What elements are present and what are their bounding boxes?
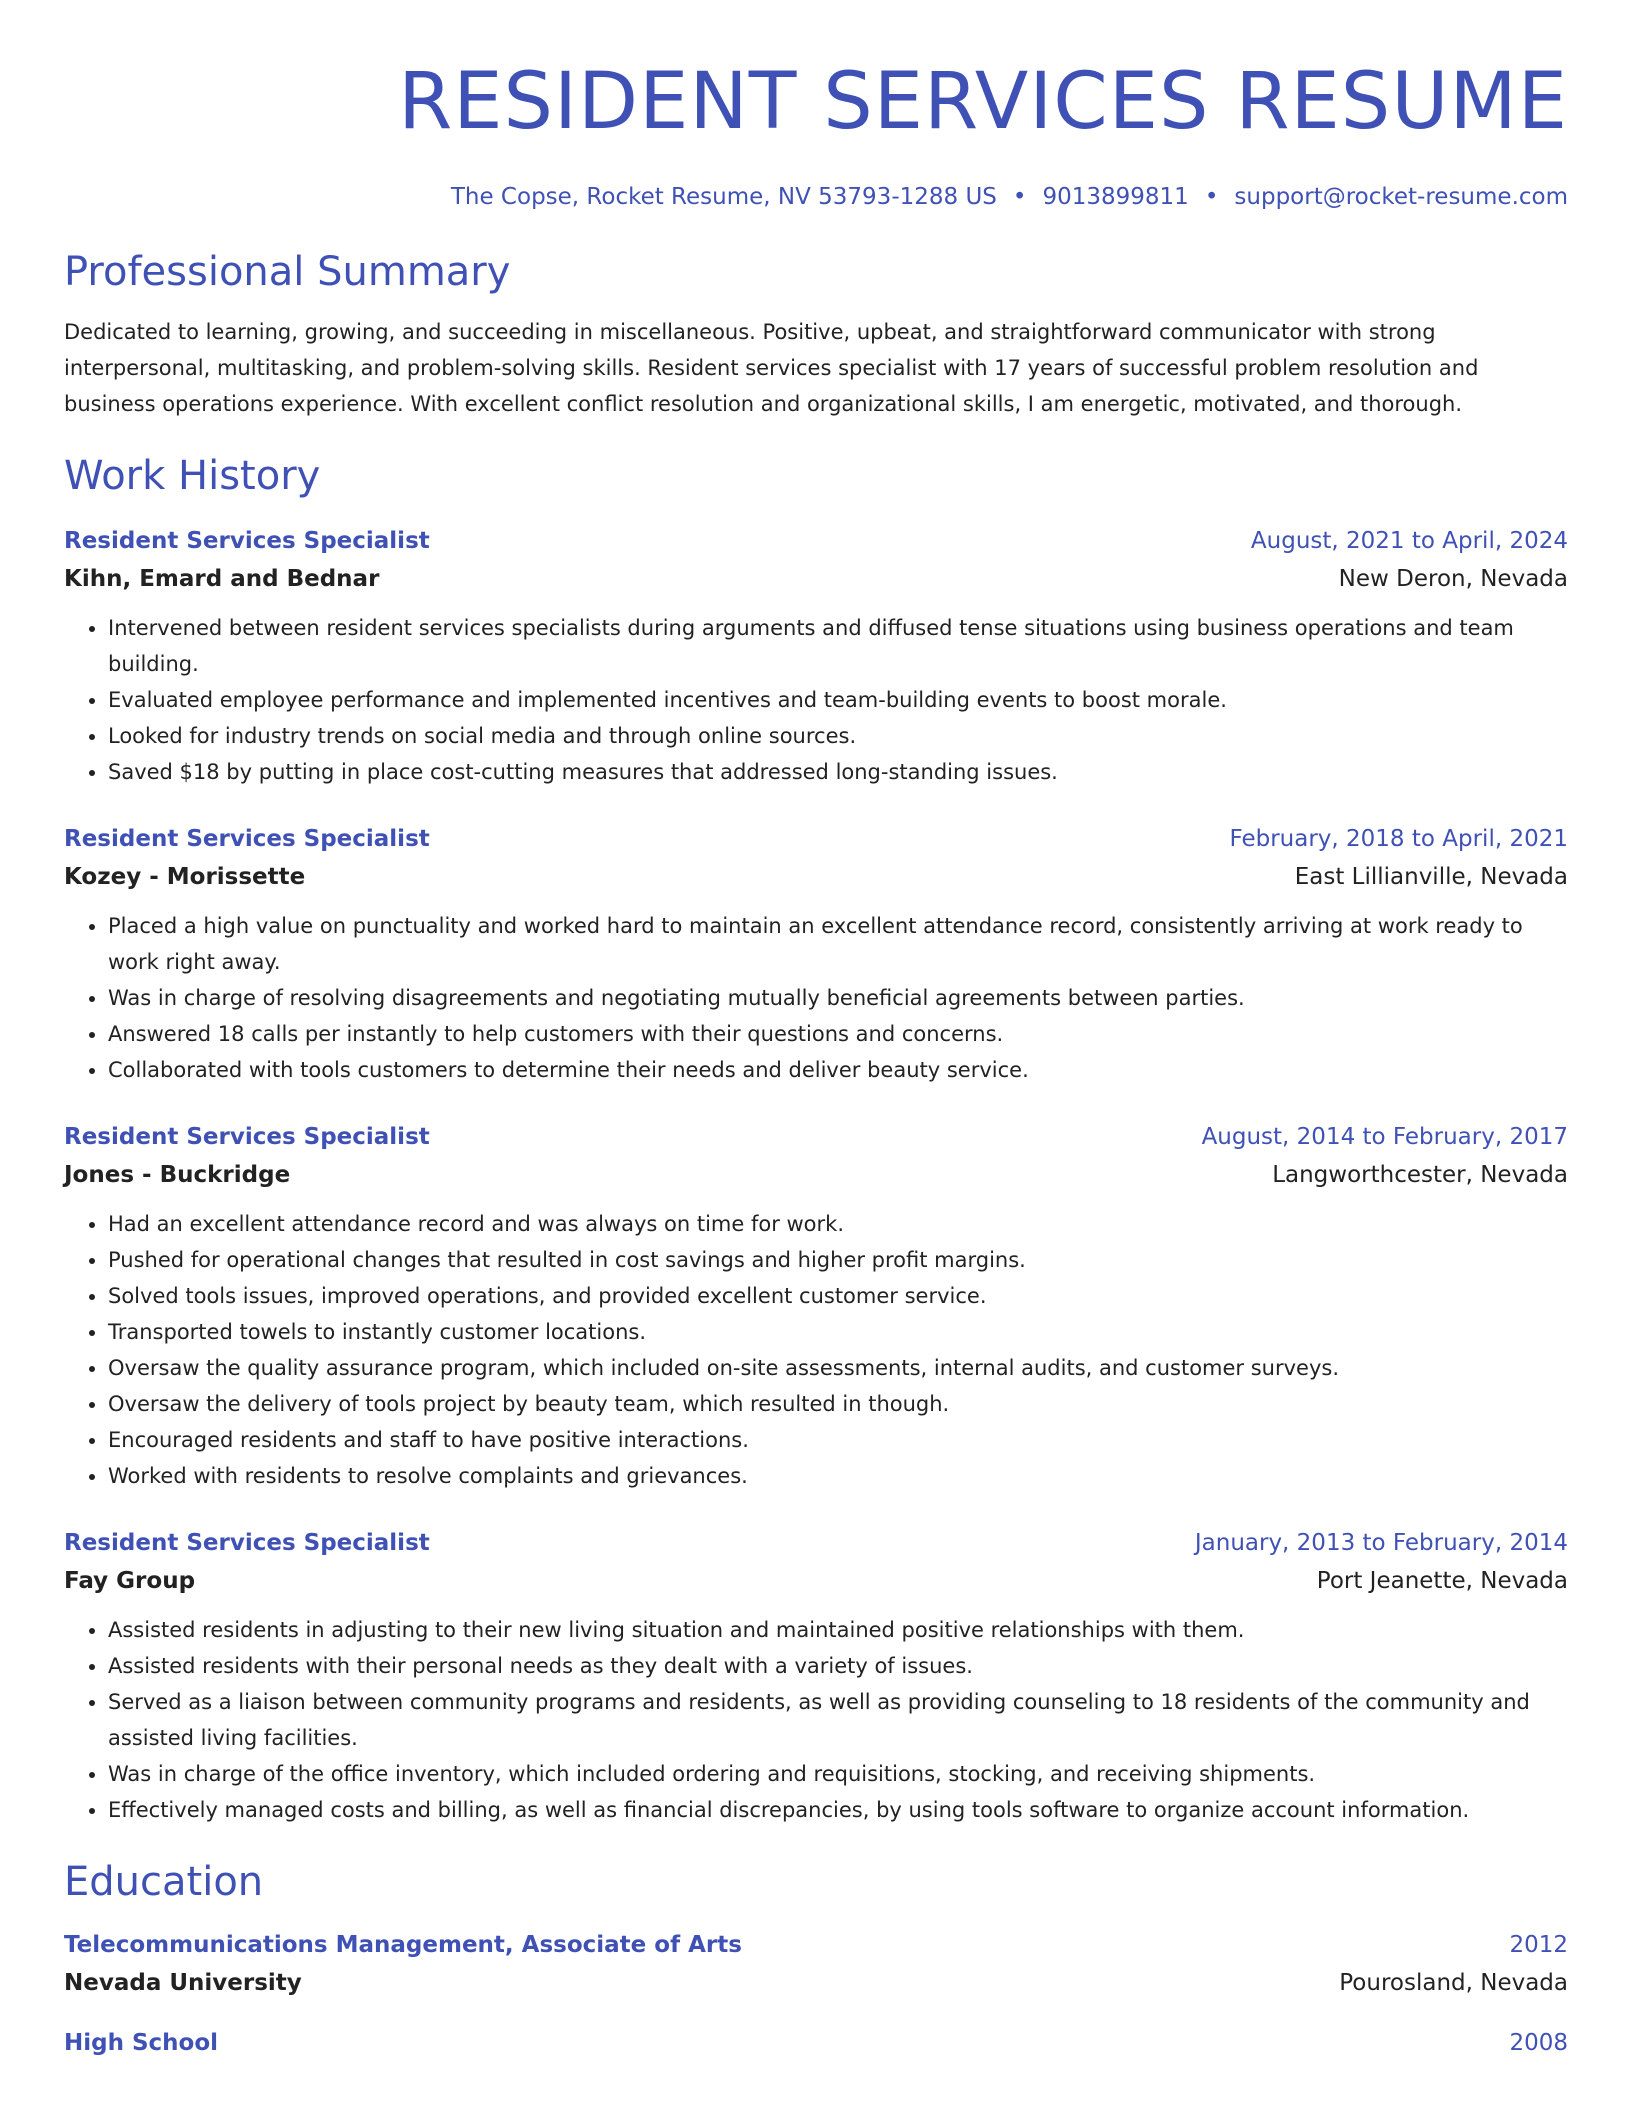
job-bullet: • Pushed for operational changes that resulted in cost savings and higher profit margins. [108,1242,1568,1278]
job-title-row [64,820,1568,858]
job-company-row [64,560,1568,598]
job-bullets [64,1612,1568,1828]
education-heading: Education [64,1859,264,1905]
job-bullet: • Worked with residents to resolve complaints and grievances. [108,1458,1568,1494]
job-bullet: • Saved $18 by putting in place cost-cutting measures that addressed long-standing issues. [108,754,1568,790]
job-bullet: • Assisted residents in adjusting to their new living situation and maintained positive relationships with them. [108,1612,1568,1648]
education-degree-row [64,2024,1568,2062]
resume-name: RESIDENT SERVICES RESUME [398,57,1568,147]
job-bullet: • Intervened between resident services specialists during arguments and diffused tense situations using business operations and team building. [108,610,1568,682]
job-dates: January, 2013 to February, 2014 [1194,1530,1568,1556]
job-title: Resident Services Specialist [64,1124,430,1150]
job-dates: February, 2018 to April, 2021 [1229,826,1568,852]
summary-heading: Professional Summary [64,249,511,295]
education-school: Nevada University [64,1970,302,1996]
job-entry [64,522,1568,790]
job-bullet: • Looked for industry trends on social media and through online sources. [108,718,1568,754]
summary-text: Dedicated to learning, growing, and succeeding in miscellaneous. Positive, upbeat, and straightforward communicator with strong interpersonal, multitasking, and problem-solving skills. Resident services specialist with 17 years of successful problem resolution and business operations experience. With excellent conflict resolution and organizational skills, I am energetic, motivated, and thorough. [64,320,1479,416]
job-company: Kihn, Emard and Bednar [64,566,380,592]
job-entry [64,820,1568,1088]
job-dates: August, 2014 to February, 2017 [1201,1124,1568,1150]
job-company: Jones - Buckridge [64,1162,291,1188]
job-bullet: • Evaluated employee performance and implemented incentives and team-building events to boost morale. [108,682,1568,718]
contact-email: support@rocket-resume.com [1234,184,1568,210]
job-bullets [64,1206,1568,1494]
job-bullet: • Answered 18 calls per instantly to help customers with their questions and concerns. [108,1016,1568,1052]
education-entry [64,2024,1568,2062]
job-entry [64,1524,1568,1828]
job-title-row [64,522,1568,560]
job-title-row [64,1118,1568,1156]
job-bullet: • Effectively managed costs and billing, as well as financial discrepancies, by using tools software to organize account information. [108,1792,1568,1828]
contact-address: The Copse, Rocket Resume, NV 53793-1288 US [450,184,997,210]
resume-header [64,56,1568,212]
job-company-row [64,858,1568,896]
education-year: 2012 [1509,1932,1568,1958]
job-title: Resident Services Specialist [64,528,430,554]
education-degree: Telecommunications Management, Associate of Arts [64,1932,742,1958]
job-title-row [64,1524,1568,1562]
job-bullet: • Assisted residents with their personal needs as they dealt with a variety of issues. [108,1648,1568,1684]
education-school-row [64,1964,1568,2002]
education-degree: High School [64,2030,219,2056]
job-dates: August, 2021 to April, 2024 [1250,528,1568,554]
job-bullet: • Solved tools issues, improved operations, and provided excellent customer service. [108,1278,1568,1314]
job-bullets [64,908,1568,1088]
job-location: Port Jeanette, Nevada [1316,1568,1568,1594]
job-location: New Deron, Nevada [1338,566,1568,592]
job-bullet: • Was in charge of resolving disagreements and negotiating mutually beneficial agreements between parties. [108,980,1568,1016]
job-bullet: • Was in charge of the office inventory, which included ordering and requisitions, stocking, and receiving shipments. [108,1756,1568,1792]
contact-phone: 9013899811 [1042,184,1189,210]
job-bullet: • Served as a liaison between community programs and residents, as well as providing counseling to 18 residents of the community and assisted living facilities. [108,1684,1568,1756]
job-bullet: • Transported towels to instantly customer locations. [108,1314,1568,1350]
job-bullet: • Oversaw the quality assurance program, which included on-site assessments, internal audits, and customer surveys. [108,1350,1568,1386]
education-location: Pourosland, Nevada [1339,1970,1568,1996]
job-company-row [64,1156,1568,1194]
job-bullet: • Placed a high value on punctuality and worked hard to maintain an excellent attendance record, consistently arriving at work ready to work right away. [108,908,1568,980]
job-title: Resident Services Specialist [64,826,430,852]
job-bullets [64,610,1568,790]
contact-separator: • [1204,184,1219,210]
contact-separator: • [1012,184,1027,210]
job-location: Langworthcester, Nevada [1272,1162,1568,1188]
job-location: East Lillianville, Nevada [1294,864,1568,890]
work-history-heading: Work History [64,453,321,499]
job-title: Resident Services Specialist [64,1530,430,1556]
education-entry [64,1926,1568,2002]
job-bullet: • Had an excellent attendance record and was always on time for work. [108,1206,1568,1242]
education-year: 2008 [1509,2030,1568,2056]
education-degree-row [64,1926,1568,1964]
job-company: Fay Group [64,1568,196,1594]
job-bullet: • Encouraged residents and staff to have positive interactions. [108,1422,1568,1458]
contact-line [64,182,1568,212]
job-company-row [64,1562,1568,1600]
job-company: Kozey - Morissette [64,864,306,890]
job-bullet: • Collaborated with tools customers to determine their needs and deliver beauty service. [108,1052,1568,1088]
job-bullet: • Oversaw the delivery of tools project by beauty team, which resulted in though. [108,1386,1568,1422]
job-entry [64,1118,1568,1494]
